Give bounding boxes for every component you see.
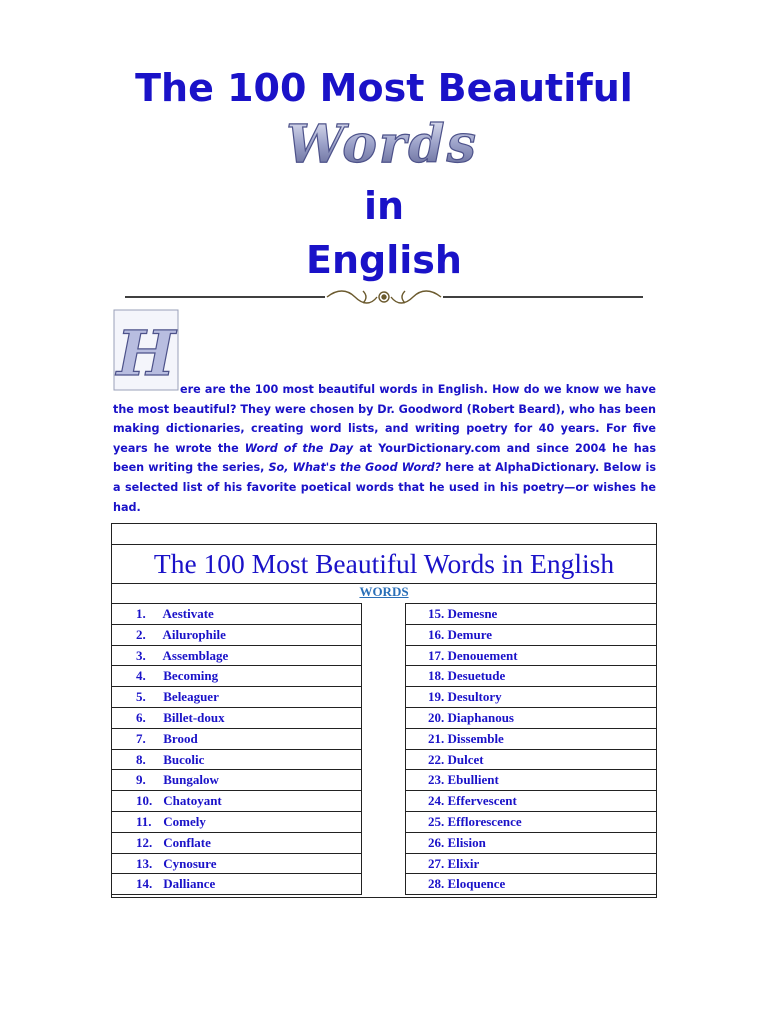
ornamental-divider [125,285,643,309]
word-text: Desuetude [447,668,506,684]
word-cell [112,811,362,832]
word-number: 5. [136,689,146,705]
words-art-text: Words [286,114,478,175]
word-cell [406,624,657,645]
word-cell [406,707,657,728]
word-text: Cynosure [163,855,217,871]
word-row [406,645,657,666]
intro-emphasis-good-word: So, What's the Good Word? [268,461,442,475]
word-row [406,666,657,687]
word-text: Assemblage [162,647,229,663]
word-list-right [405,603,657,895]
word-cell [406,811,657,832]
word-row [112,666,362,687]
word-number: 18. [428,668,445,684]
word-text: Demesne [447,606,498,621]
word-text: Denouement [447,647,518,663]
word-row [406,687,657,708]
word-number: 12. [136,834,153,850]
word-row [112,770,362,791]
word-row [406,749,657,770]
word-number: 13. [136,855,153,871]
title-line-1: The 100 Most Beautiful [135,66,633,110]
words-header-link[interactable]: WORDS [359,584,409,599]
word-number: 1. [136,606,146,621]
word-cell [406,604,657,625]
word-number: 22. [428,751,445,767]
word-row [112,853,362,874]
word-cell [112,874,362,895]
word-text: Effervescent [447,793,517,809]
word-cell [112,645,362,666]
word-cell [406,791,657,812]
word-list-left [111,603,362,895]
word-text: Becoming [163,668,219,684]
intro-text-2: at YourDictionary.com and since 2004 he has been writing the series, [113,441,656,475]
word-row [112,874,362,895]
word-text: Comely [163,813,206,829]
word-cell [406,666,657,687]
word-text: Demure [447,626,493,642]
words-header-row [111,582,657,602]
word-row [406,707,657,728]
word-text: Brood [163,730,198,746]
title-line-3: in [363,184,405,228]
word-number: 21. [428,730,445,746]
word-number: 28. [428,876,445,892]
word-cell [112,624,362,645]
word-text: Dalliance [163,876,216,892]
word-number: 3. [136,647,146,663]
word-number: 16. [428,626,445,642]
word-row [112,604,362,625]
word-row [112,645,362,666]
word-number: 2. [136,626,146,642]
word-cell [112,853,362,874]
word-row [406,791,657,812]
word-number: 26. [428,834,445,850]
word-cell [112,728,362,749]
word-row [406,604,657,625]
word-row [112,624,362,645]
word-text: Dulcet [447,751,484,767]
word-text: Diaphanous [447,709,514,725]
word-text: Billet-doux [163,709,225,725]
word-number: 15. [428,606,445,621]
word-number: 27. [428,855,445,871]
word-cell [112,791,362,812]
intro-paragraph [113,380,656,517]
intro-text-3: here at AlphaDictionary. Below is a selected list of his favorite poetical words that he used in his poetry—or wishes he had. [113,461,656,514]
word-text: Aestivate [162,606,214,621]
word-cell [406,749,657,770]
word-row [406,728,657,749]
word-number: 14. [136,876,153,892]
title-line-4: English [306,238,462,282]
word-number: 20. [428,709,445,725]
word-row [406,832,657,853]
word-cell [112,832,362,853]
word-cell [112,604,362,625]
word-row [406,811,657,832]
intro-text-1: ere are the 100 most beautiful words in English. How do we know we have the most beautiful? They were chosen by Dr. Goodword (Robert Beard), who has been making dictionaries, creating word lists, and writing poetry for 40 years. For five years he wrote the [113,383,656,455]
word-row [112,707,362,728]
word-number: 4. [136,668,146,684]
word-number: 10. [136,793,153,809]
drop-cap-letter: H [116,317,176,390]
word-cell [406,645,657,666]
word-text: Beleaguer [163,689,219,705]
word-table-title: The 100 Most Beautiful Words in English [153,548,615,579]
drop-cap-h-image [113,309,179,391]
word-number: 23. [428,772,445,788]
word-row [406,624,657,645]
word-row [112,749,362,770]
word-text: Ebullient [447,772,499,788]
word-table-title-row [111,544,657,584]
word-text: Eloquence [447,876,506,892]
word-text: Dissemble [447,730,504,746]
word-cell [406,687,657,708]
word-row [112,811,362,832]
word-cell [112,707,362,728]
word-row [112,728,362,749]
word-text: Conflate [163,834,211,850]
word-number: 7. [136,730,146,746]
word-text: Efflorescence [447,813,522,829]
word-row [406,853,657,874]
word-number: 9. [136,772,146,788]
word-cell [112,770,362,791]
word-number: 6. [136,709,146,725]
word-text: Bungalow [163,772,219,788]
word-number: 11. [136,813,152,829]
word-number: 24. [428,793,445,809]
word-text: Desultory [447,689,502,705]
word-row [406,770,657,791]
words-ornamental-word-art [257,112,507,176]
word-cell [406,770,657,791]
word-text: Elixir [447,855,480,871]
word-row [112,832,362,853]
word-text: Elision [447,834,486,850]
word-cell [406,728,657,749]
word-cell [406,832,657,853]
word-number: 8. [136,751,146,767]
word-row [112,687,362,708]
word-text: Bucolic [163,751,205,767]
word-row [406,874,657,895]
word-row [112,791,362,812]
word-cell [112,749,362,770]
word-number: 25. [428,813,445,829]
word-cell [406,853,657,874]
intro-emphasis-word-of-the-day: Word of the Day [244,441,354,455]
word-cell [406,874,657,895]
word-text: Ailurophile [162,626,226,642]
word-number: 17. [428,647,445,663]
word-number: 19. [428,689,445,705]
word-cell [112,666,362,687]
word-cell [112,687,362,708]
word-text: Chatoyant [163,793,222,809]
